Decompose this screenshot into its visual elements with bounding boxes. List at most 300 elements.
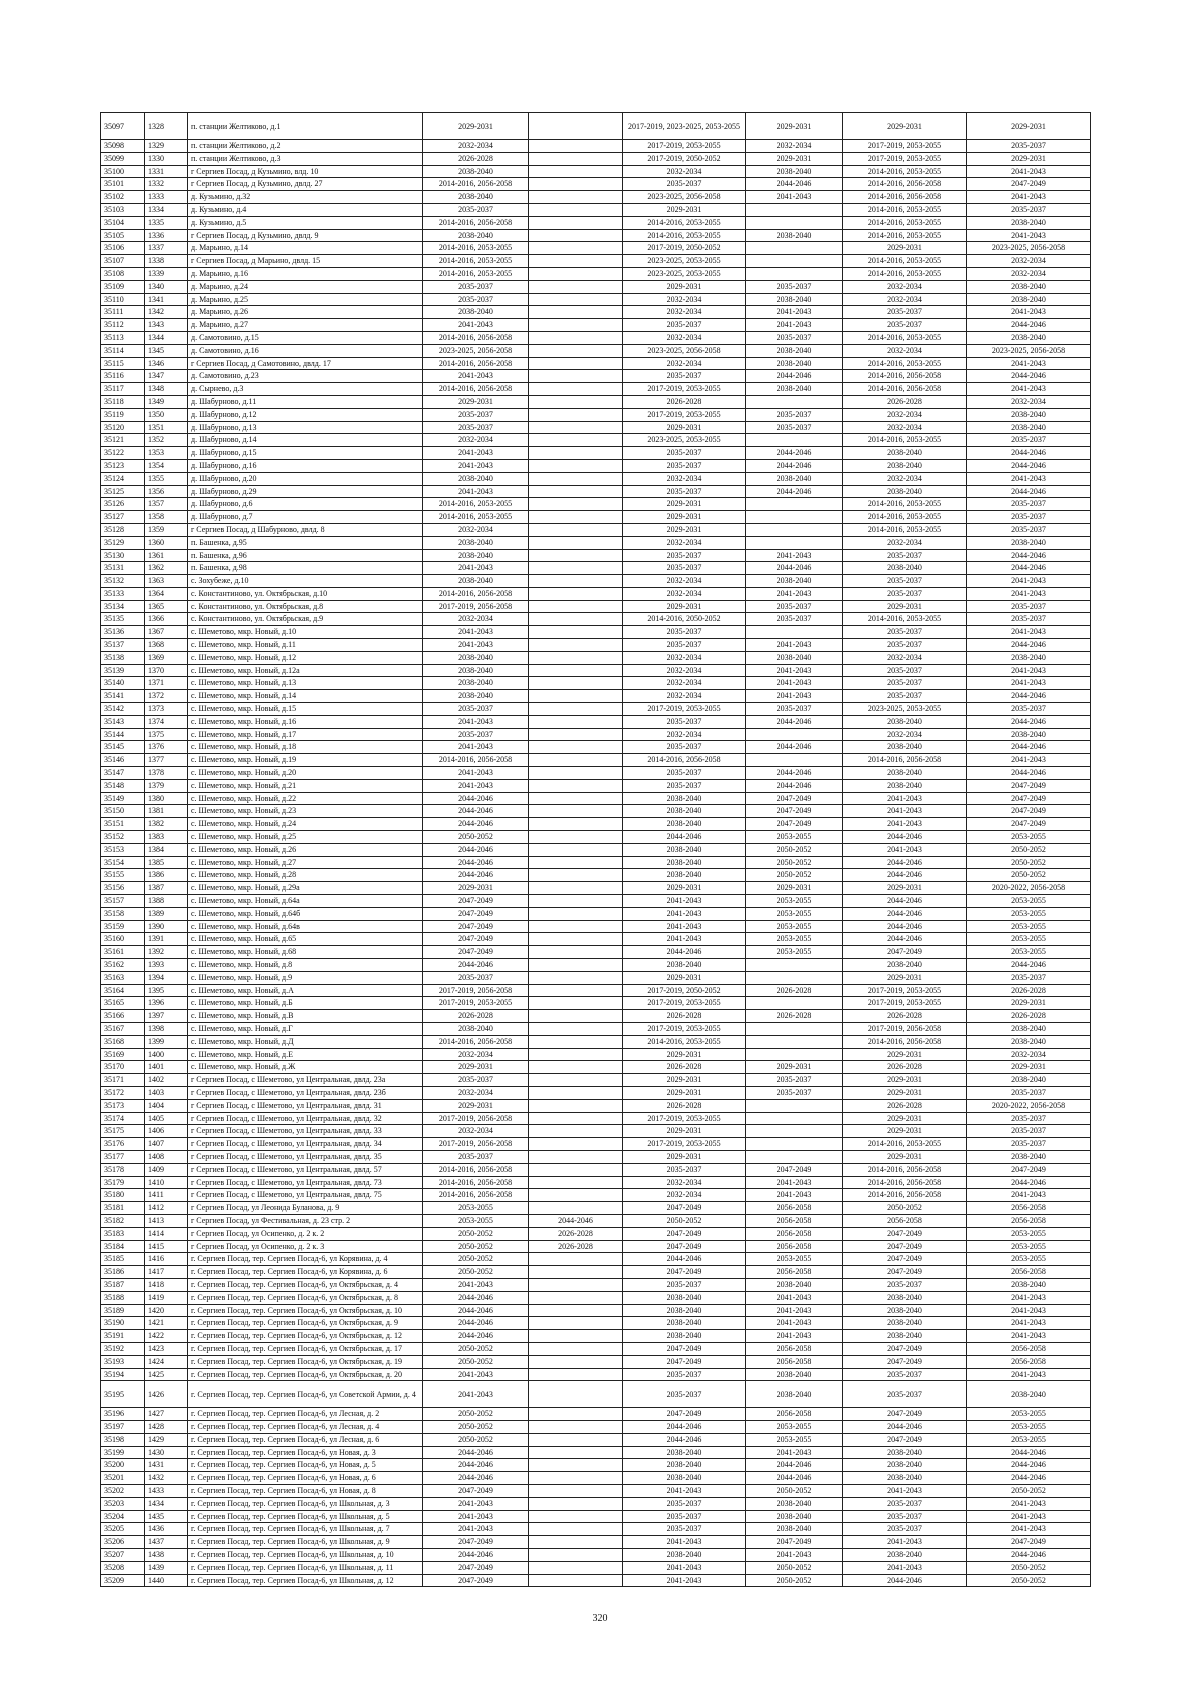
record-number-cell: 1425 (145, 1368, 188, 1381)
period-cell-5: 2029-2031 (843, 1074, 967, 1087)
period-cell-5: 2014-2016, 2056-2058 (843, 1176, 967, 1189)
row-number-cell: 35189 (101, 1304, 145, 1317)
table-row (101, 1342, 1091, 1355)
period-cell-6: 2035-2037 (967, 140, 1091, 153)
row-number-cell: 35129 (101, 536, 145, 549)
period-cell-2 (529, 1485, 623, 1498)
period-cell-1: 2041-2043 (423, 562, 529, 575)
period-cell-2 (529, 267, 623, 280)
period-cell-1: 2044-2046 (423, 843, 529, 856)
address-cell: с. Шеметово, мкр. Новый, д.18 (188, 741, 423, 754)
row-number-cell: 35168 (101, 1035, 145, 1048)
row-number-cell: 35100 (101, 165, 145, 178)
period-cell-3: 2017-2019, 2053-2055 (623, 408, 746, 421)
period-cell-4 (746, 395, 843, 408)
period-cell-3: 2014-2016, 2056-2058 (623, 754, 746, 767)
period-cell-6: 2032-2034 (967, 255, 1091, 268)
period-cell-3: 2041-2043 (623, 920, 746, 933)
record-number-cell: 1435 (145, 1510, 188, 1523)
period-cell-5: 2041-2043 (843, 1485, 967, 1498)
period-cell-5: 2047-2049 (843, 946, 967, 959)
row-number-cell: 35130 (101, 549, 145, 562)
record-number-cell: 1364 (145, 587, 188, 600)
record-number-cell: 1419 (145, 1291, 188, 1304)
period-cell-1: 2044-2046 (423, 805, 529, 818)
row-number-cell: 35107 (101, 255, 145, 268)
record-number-cell: 1367 (145, 626, 188, 639)
record-number-cell: 1408 (145, 1150, 188, 1163)
table-row (101, 907, 1091, 920)
period-cell-1: 2032-2034 (423, 613, 529, 626)
row-number-cell: 35149 (101, 792, 145, 805)
row-number-cell: 35152 (101, 831, 145, 844)
row-number-cell: 35167 (101, 1022, 145, 1035)
address-cell: д. Кузьмино, д.5 (188, 216, 423, 229)
row-number-cell: 35204 (101, 1510, 145, 1523)
period-cell-3: 2032-2034 (623, 472, 746, 485)
period-cell-4: 2035-2037 (746, 408, 843, 421)
period-cell-1: 2041-2043 (423, 639, 529, 652)
period-cell-6: 2029-2031 (967, 997, 1091, 1010)
row-number-cell: 35136 (101, 626, 145, 639)
period-cell-2 (529, 1278, 623, 1291)
period-cell-2: 2044-2046 (529, 1214, 623, 1227)
period-cell-3: 2032-2034 (623, 331, 746, 344)
table-row (101, 472, 1091, 485)
table-row (101, 856, 1091, 869)
period-cell-2 (529, 843, 623, 856)
table-row (101, 1472, 1091, 1485)
record-number-cell: 1343 (145, 319, 188, 332)
row-number-cell: 35150 (101, 805, 145, 818)
record-number-cell: 1348 (145, 383, 188, 396)
row-number-cell: 35133 (101, 587, 145, 600)
address-cell: г. Сергиев Посад, тер. Сергиев Посад-6, ул Советской Армии, д. 4 (188, 1381, 423, 1408)
row-number-cell: 35209 (101, 1574, 145, 1587)
period-cell-2 (529, 959, 623, 972)
address-cell: с. Шеметово, мкр. Новый, д.А (188, 984, 423, 997)
period-cell-6: 2053-2055 (967, 1421, 1091, 1434)
period-cell-6: 2038-2040 (967, 280, 1091, 293)
address-cell: с. Шеметово, мкр. Новый, д.25 (188, 831, 423, 844)
period-cell-3: 2038-2040 (623, 1549, 746, 1562)
period-cell-2 (529, 1138, 623, 1151)
period-cell-1: 2047-2049 (423, 1485, 529, 1498)
period-cell-1: 2038-2040 (423, 1022, 529, 1035)
address-cell: г. Сергиев Посад, тер. Сергиев Посад-6, ул Октябрьская, д. 10 (188, 1304, 423, 1317)
period-cell-1: 2041-2043 (423, 1278, 529, 1291)
period-cell-1: 2035-2037 (423, 1074, 529, 1087)
period-cell-2 (529, 1317, 623, 1330)
table-row (101, 1497, 1091, 1510)
period-cell-4 (746, 1150, 843, 1163)
period-cell-5: 2032-2034 (843, 472, 967, 485)
row-number-cell: 35169 (101, 1048, 145, 1061)
record-number-cell: 1390 (145, 920, 188, 933)
record-number-cell: 1413 (145, 1214, 188, 1227)
period-cell-3: 2044-2046 (623, 946, 746, 959)
period-cell-5: 2035-2037 (843, 587, 967, 600)
table-row (101, 639, 1091, 652)
period-cell-1: 2041-2043 (423, 319, 529, 332)
period-cell-1: 2038-2040 (423, 536, 529, 549)
row-number-cell: 35163 (101, 971, 145, 984)
record-number-cell: 1405 (145, 1112, 188, 1125)
period-cell-5: 2035-2037 (843, 639, 967, 652)
period-cell-5: 2038-2040 (843, 1549, 967, 1562)
table-row (101, 1035, 1091, 1048)
period-cell-1: 2044-2046 (423, 1317, 529, 1330)
record-number-cell: 1393 (145, 959, 188, 972)
row-number-cell: 35155 (101, 869, 145, 882)
period-cell-6: 2050-2052 (967, 1574, 1091, 1587)
period-cell-4 (746, 216, 843, 229)
row-number-cell: 35181 (101, 1202, 145, 1215)
period-cell-4 (746, 971, 843, 984)
table-row (101, 677, 1091, 690)
period-cell-5: 2014-2016, 2056-2058 (843, 1035, 967, 1048)
period-cell-4: 2053-2055 (746, 1421, 843, 1434)
period-cell-2 (529, 165, 623, 178)
period-cell-3: 2044-2046 (623, 831, 746, 844)
period-cell-1: 2032-2034 (423, 1086, 529, 1099)
row-number-cell: 35187 (101, 1278, 145, 1291)
row-number-cell: 35208 (101, 1561, 145, 1574)
table-row (101, 293, 1091, 306)
period-cell-4: 2044-2046 (746, 715, 843, 728)
period-cell-6: 2056-2058 (967, 1214, 1091, 1227)
record-number-cell: 1334 (145, 203, 188, 216)
period-cell-1: 2044-2046 (423, 869, 529, 882)
table-row (101, 1381, 1091, 1408)
period-cell-3: 2032-2034 (623, 293, 746, 306)
period-cell-3: 2035-2037 (623, 447, 746, 460)
period-cell-1: 2029-2031 (423, 882, 529, 895)
row-number-cell: 35154 (101, 856, 145, 869)
period-cell-6: 2053-2055 (967, 831, 1091, 844)
row-number-cell: 35114 (101, 344, 145, 357)
address-cell: с. Шеметово, мкр. Новый, д.11 (188, 639, 423, 652)
table-row (101, 331, 1091, 344)
period-cell-6: 2056-2058 (967, 1266, 1091, 1279)
record-number-cell: 1434 (145, 1497, 188, 1510)
period-cell-4: 2038-2040 (746, 1510, 843, 1523)
period-cell-1: 2023-2025, 2056-2058 (423, 344, 529, 357)
page-number: 320 (592, 1613, 608, 1624)
table-row (101, 165, 1091, 178)
table-row (101, 1330, 1091, 1343)
period-cell-4: 2047-2049 (746, 1536, 843, 1549)
record-number-cell: 1380 (145, 792, 188, 805)
period-cell-4: 2044-2046 (746, 178, 843, 191)
period-cell-3: 2044-2046 (623, 1421, 746, 1434)
period-cell-1: 2041-2043 (423, 485, 529, 498)
period-cell-6: 2053-2055 (967, 1227, 1091, 1240)
record-number-cell: 1416 (145, 1253, 188, 1266)
address-cell: д. Марьино, д.24 (188, 280, 423, 293)
address-cell: г. Сергиев Посад, тер. Сергиев Посад-6, ул Октябрьская, д. 4 (188, 1278, 423, 1291)
address-cell: д. Марьино, д.16 (188, 267, 423, 280)
period-cell-5: 2044-2046 (843, 1574, 967, 1587)
record-number-cell: 1358 (145, 511, 188, 524)
period-cell-6: 2044-2046 (967, 690, 1091, 703)
period-cell-6: 2041-2043 (967, 575, 1091, 588)
address-cell: д. Шабурново, д.16 (188, 459, 423, 472)
table-row (101, 1291, 1091, 1304)
period-cell-1: 2038-2040 (423, 472, 529, 485)
record-number-cell: 1391 (145, 933, 188, 946)
row-number-cell: 35170 (101, 1061, 145, 1074)
table-row (101, 447, 1091, 460)
period-cell-1: 2050-2052 (423, 1433, 529, 1446)
period-cell-3: 2047-2049 (623, 1342, 746, 1355)
table-row (101, 984, 1091, 997)
period-cell-6: 2041-2043 (967, 677, 1091, 690)
period-cell-1: 2041-2043 (423, 1368, 529, 1381)
period-cell-4: 2035-2037 (746, 331, 843, 344)
period-cell-4: 2056-2058 (746, 1266, 843, 1279)
period-cell-6: 2029-2031 (967, 113, 1091, 140)
address-cell: с. Шеметово, мкр. Новый, д.64в (188, 920, 423, 933)
period-cell-5: 2041-2043 (843, 805, 967, 818)
period-cell-5: 2050-2052 (843, 1202, 967, 1215)
period-cell-5: 2017-2019, 2053-2055 (843, 997, 967, 1010)
period-cell-2 (529, 741, 623, 754)
period-cell-6: 2041-2043 (967, 1368, 1091, 1381)
period-cell-2 (529, 1022, 623, 1035)
row-number-cell: 35188 (101, 1291, 145, 1304)
period-cell-4: 2050-2052 (746, 843, 843, 856)
period-cell-5: 2032-2034 (843, 280, 967, 293)
address-cell: д. Шабурново, д.14 (188, 434, 423, 447)
table-row (101, 1022, 1091, 1035)
period-cell-6: 2038-2040 (967, 536, 1091, 549)
record-number-cell: 1335 (145, 216, 188, 229)
period-cell-5: 2026-2028 (843, 395, 967, 408)
period-cell-1: 2038-2040 (423, 651, 529, 664)
period-cell-3: 2029-2031 (623, 511, 746, 524)
period-cell-1: 2041-2043 (423, 626, 529, 639)
period-cell-1: 2047-2049 (423, 1536, 529, 1549)
period-cell-4: 2038-2040 (746, 357, 843, 370)
row-number-cell: 35109 (101, 280, 145, 293)
period-cell-2 (529, 754, 623, 767)
period-cell-2 (529, 805, 623, 818)
period-cell-2 (529, 677, 623, 690)
period-cell-6: 2038-2040 (967, 1150, 1091, 1163)
address-cell: д. Самотовино, д.16 (188, 344, 423, 357)
record-number-cell: 1330 (145, 152, 188, 165)
row-number-cell: 35101 (101, 178, 145, 191)
period-cell-6: 2035-2037 (967, 1086, 1091, 1099)
address-cell: д. Кузьмино, д.4 (188, 203, 423, 216)
row-number-cell: 35105 (101, 229, 145, 242)
period-cell-3: 2035-2037 (623, 1523, 746, 1536)
record-number-cell: 1418 (145, 1278, 188, 1291)
period-cell-5: 2044-2046 (843, 895, 967, 908)
period-cell-1: 2044-2046 (423, 1446, 529, 1459)
period-cell-2 (529, 216, 623, 229)
period-cell-1: 2035-2037 (423, 728, 529, 741)
period-cell-5: 2038-2040 (843, 459, 967, 472)
period-cell-5: 2038-2040 (843, 447, 967, 460)
period-cell-2 (529, 178, 623, 191)
period-cell-2 (529, 255, 623, 268)
address-cell: г. Сергиев Посад, тер. Сергиев Посад-6, ул Школьная, д. 12 (188, 1574, 423, 1587)
period-cell-5: 2047-2049 (843, 1240, 967, 1253)
period-cell-4: 2041-2043 (746, 1317, 843, 1330)
period-cell-3: 2032-2034 (623, 306, 746, 319)
period-cell-1: 2035-2037 (423, 408, 529, 421)
period-cell-5: 2029-2031 (843, 113, 967, 140)
address-cell: д. Шабурново, д.7 (188, 511, 423, 524)
table-row (101, 344, 1091, 357)
record-number-cell: 1360 (145, 536, 188, 549)
period-cell-6: 2041-2043 (967, 357, 1091, 370)
period-cell-4: 2050-2052 (746, 1485, 843, 1498)
period-cell-6: 2053-2055 (967, 946, 1091, 959)
address-cell: г Сергиев Посад, д Самотовино, двлд. 17 (188, 357, 423, 370)
period-cell-4 (746, 1125, 843, 1138)
period-cell-5: 2035-2037 (843, 1368, 967, 1381)
period-cell-6: 2041-2043 (967, 191, 1091, 204)
period-cell-3: 2017-2019, 2050-2052 (623, 984, 746, 997)
period-cell-2 (529, 600, 623, 613)
address-cell: г Сергиев Посад, с Шеметово, ул Центральная, двлд. 31 (188, 1099, 423, 1112)
period-cell-3: 2038-2040 (623, 843, 746, 856)
table-row (101, 1523, 1091, 1536)
record-number-cell: 1394 (145, 971, 188, 984)
period-cell-3: 2047-2049 (623, 1266, 746, 1279)
address-cell: д. Шабурново, д.12 (188, 408, 423, 421)
table-body (101, 113, 1091, 1587)
period-cell-5: 2044-2046 (843, 933, 967, 946)
table-row (101, 113, 1091, 140)
period-cell-5: 2029-2031 (843, 242, 967, 255)
period-cell-3: 2017-2019, 2050-2052 (623, 242, 746, 255)
period-cell-3: 2026-2028 (623, 1061, 746, 1074)
row-number-cell: 35138 (101, 651, 145, 664)
record-number-cell: 1368 (145, 639, 188, 652)
period-cell-1: 2047-2049 (423, 920, 529, 933)
table-row (101, 1574, 1091, 1587)
period-cell-1: 2044-2046 (423, 959, 529, 972)
period-cell-5: 2041-2043 (843, 818, 967, 831)
period-cell-3: 2023-2025, 2053-2055 (623, 267, 746, 280)
address-cell: д. Марьино, д.26 (188, 306, 423, 319)
period-cell-6: 2044-2046 (967, 639, 1091, 652)
table-row (101, 1061, 1091, 1074)
period-cell-2 (529, 1446, 623, 1459)
period-cell-3: 2035-2037 (623, 741, 746, 754)
period-cell-5: 2044-2046 (843, 920, 967, 933)
period-cell-5: 2026-2028 (843, 1061, 967, 1074)
row-number-cell: 35199 (101, 1446, 145, 1459)
address-cell: п. станции Желтиково, д.2 (188, 140, 423, 153)
period-cell-5: 2035-2037 (843, 1523, 967, 1536)
table-row (101, 511, 1091, 524)
table-row (101, 370, 1091, 383)
period-cell-1: 2014-2016, 2053-2055 (423, 498, 529, 511)
address-cell: с. Константиново, ул. Октябрьская, д.8 (188, 600, 423, 613)
period-cell-5: 2047-2049 (843, 1433, 967, 1446)
period-cell-5: 2038-2040 (843, 1446, 967, 1459)
row-number-cell: 35124 (101, 472, 145, 485)
address-cell: с. Шеметово, мкр. Новый, д.23 (188, 805, 423, 818)
period-cell-6: 2026-2028 (967, 984, 1091, 997)
period-cell-4: 2041-2043 (746, 639, 843, 652)
address-cell: г. Сергиев Посад, тер. Сергиев Посад-6, ул Школьная, д. 11 (188, 1561, 423, 1574)
period-cell-5: 2047-2049 (843, 1266, 967, 1279)
period-cell-3: 2035-2037 (623, 549, 746, 562)
record-number-cell: 1402 (145, 1074, 188, 1087)
period-cell-2 (529, 1523, 623, 1536)
period-cell-4: 2038-2040 (746, 1278, 843, 1291)
period-cell-4: 2029-2031 (746, 882, 843, 895)
period-cell-1: 2029-2031 (423, 1099, 529, 1112)
period-cell-1: 2029-2031 (423, 395, 529, 408)
record-number-cell: 1353 (145, 447, 188, 460)
period-cell-6: 2047-2049 (967, 779, 1091, 792)
row-number-cell: 35103 (101, 203, 145, 216)
period-cell-1: 2035-2037 (423, 280, 529, 293)
period-cell-6: 2038-2040 (967, 728, 1091, 741)
period-cell-3: 2017-2019, 2053-2055 (623, 1112, 746, 1125)
record-number-cell: 1382 (145, 818, 188, 831)
address-cell: с. Шеметово, мкр. Новый, д.9 (188, 971, 423, 984)
record-number-cell: 1328 (145, 113, 188, 140)
record-number-cell: 1406 (145, 1125, 188, 1138)
period-cell-4: 2053-2055 (746, 907, 843, 920)
period-cell-2 (529, 703, 623, 716)
period-cell-3: 2038-2040 (623, 805, 746, 818)
period-cell-6: 2041-2043 (967, 664, 1091, 677)
period-cell-2 (529, 1048, 623, 1061)
period-cell-4: 2029-2031 (746, 113, 843, 140)
row-number-cell: 35201 (101, 1472, 145, 1485)
period-cell-4: 2041-2043 (746, 1176, 843, 1189)
period-cell-3: 2035-2037 (623, 459, 746, 472)
period-cell-4: 2053-2055 (746, 895, 843, 908)
period-cell-2 (529, 1433, 623, 1446)
period-cell-2 (529, 1330, 623, 1343)
table-row (101, 626, 1091, 639)
period-cell-6: 2041-2043 (967, 1510, 1091, 1523)
period-cell-6: 2044-2046 (967, 370, 1091, 383)
period-cell-4: 2056-2058 (746, 1408, 843, 1421)
period-cell-1: 2014-2016, 2056-2058 (423, 216, 529, 229)
row-number-cell: 35200 (101, 1459, 145, 1472)
period-cell-6: 2026-2028 (967, 1010, 1091, 1023)
table-row (101, 792, 1091, 805)
period-cell-2: 2026-2028 (529, 1227, 623, 1240)
table-row (101, 1202, 1091, 1215)
period-cell-5: 2029-2031 (843, 1112, 967, 1125)
table-row (101, 459, 1091, 472)
period-cell-5: 2047-2049 (843, 1408, 967, 1421)
period-cell-6: 2041-2043 (967, 306, 1091, 319)
address-cell: с. Шеметово, мкр. Новый, д.16 (188, 715, 423, 728)
row-number-cell: 35106 (101, 242, 145, 255)
period-cell-5: 2032-2034 (843, 421, 967, 434)
period-cell-1: 2032-2034 (423, 140, 529, 153)
period-cell-5: 2038-2040 (843, 562, 967, 575)
table-row (101, 728, 1091, 741)
row-number-cell: 35116 (101, 370, 145, 383)
table-row (101, 1561, 1091, 1574)
period-cell-5: 2029-2031 (843, 971, 967, 984)
period-cell-2 (529, 1125, 623, 1138)
